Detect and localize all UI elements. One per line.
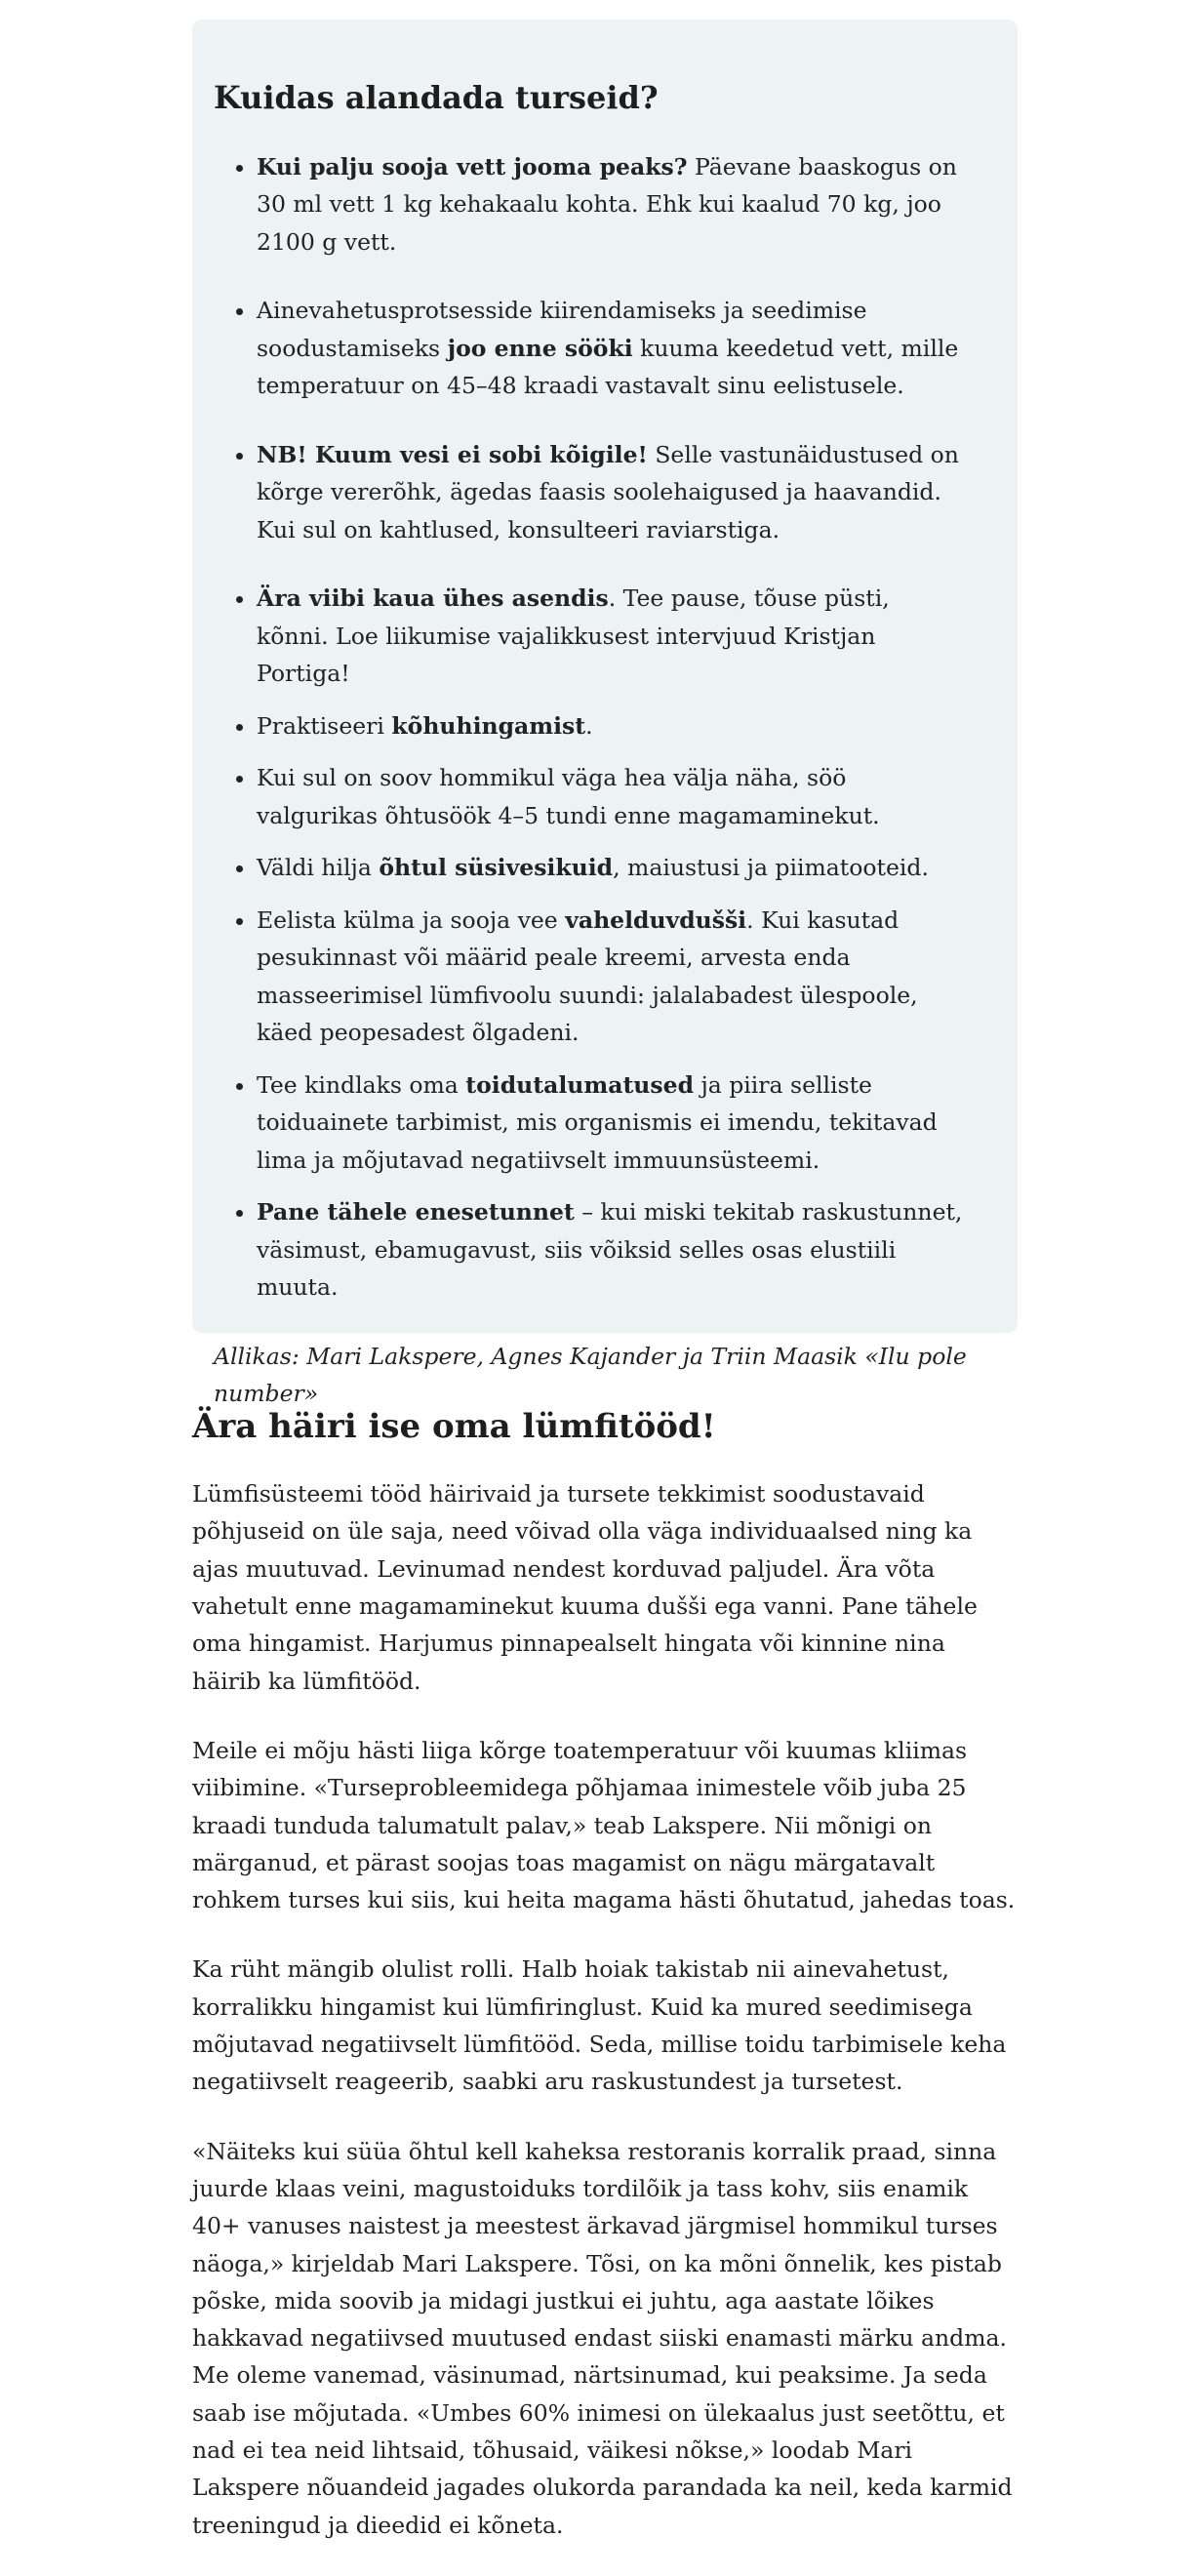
tip-item: • Tee kindlaks oma toidutalumatused ja piira selliste toiduainete tarbimist, mis organismis ei imendu, tekitavad lima ja mõjutavad negatiivselt immuunsüsteemi. bbox=[257, 1067, 967, 1180]
tip-item: • Praktiseeri kõhuhingamist. bbox=[257, 707, 967, 745]
tip-item: • NB! Kuum vesi ei sobi kõigile! Selle vastunäidustused on kõrge vererõhk, ägedas faasis soolehaigused ja haavandid. Kui sul on kahtlused, konsulteeri raviarstiga. bbox=[257, 436, 967, 549]
tips-list bbox=[214, 148, 967, 1307]
article-section bbox=[192, 1405, 1018, 2576]
paragraph: «Näiteks kui süüa õhtul kell kaheksa restoranis korralik praad, sinna juurde klaas veini, magustoiduks tordilõik ja tass kohv, siis enamik 40+ vanuses naistest ja meestest ärkavad järgmisel hommikul turses näoga,» kirjeldab Mari Lakspere. Tõsi, on ka mõni õnnelik, kes pistab põske, mida soovib ja midagi justkui ei juhtu, aga aastate lõikes hakkavad negatiivsed muutused endast siiski enamasti märku andma. Me oleme vanemad, väsinumad, närtsinumad, kui peaksime. Ja seda saab ise mõjutada. «Umbes 60% inimesi on ülekaalus just seetõttu, et nad ei tea neid lihtsaid, tõhusaid, väikesi nõkse,» loodab Mari Lakspere nõuandeid jagades olukorda parandada ka neil, keda karmid treeningud ja dieedid ei kõneta. bbox=[192, 2137, 1013, 2539]
paragraph: Ka rüht mängib olulist rolli. Halb hoiak takistab nii ainevahetust, korralikku hingamist kui lümfiringlust. Kuid ka mured seedimisega mõjutavad negatiivselt lümfitööd. Seda, millise toidu tarbimisele keha negatiivselt reageerib, saabki aru raskustundest ja tursetest. bbox=[192, 1955, 1007, 2096]
tip-item: • Pane tähele enesetunnet – kui miski tekitab raskustunnet, väsimust, ebamugavust, siis võiksid selles osas elustiili muuta. bbox=[257, 1193, 967, 1307]
tip-item: • Kui sul on soov hommikul väga hea välja näha, söö valgurikas õhtusöök 4–5 tundi enne magamaminekut. bbox=[257, 759, 967, 834]
tip-item: • Kui palju sooja vett jooma peaks? Päevane baaskogus on 30 ml vett 1 kg kehakaalu kohta. Ehk kui kaalud 70 kg, joo 2100 g vett. bbox=[257, 148, 967, 262]
paragraph: Lümfisüsteemi tööd häirivaid ja tursete tekkimist soodustavaid põhjuseid on üle saja, need võivad olla väga individuaalsed ning ka ajas muutuvad. Levinumad nendest korduvad paljudel. Ära võta vahetult enne magamaminekut kuuma dušši ega vanni. Pane tähele oma hingamist. Harjumus pinnapealselt hingata või kinnine nina häirib ka lümfitööd. bbox=[192, 1480, 978, 1695]
tip-item: • Väldi hilja õhtul süsivesikuid, maiustusi ja piimatooteid. bbox=[257, 849, 967, 887]
source-credit: Allikas: Mari Lakspere, Agnes Kajander ja Triin Maasik «Ilu pole number» bbox=[214, 1342, 967, 1407]
infobox-title: Kuidas alandada turseid? bbox=[214, 79, 659, 116]
paragraph: Meile ei mõju hästi liiga kõrge toatemperatuur või kuumas kliimas viibimine. «Turseprobleemidega põhjamaa inimestele võib juba 25 kraadi tunduda talumatult palav,» teab Lakspere. Nii mõnigi on märganud, et pärast soojas toas magamist on nägu märgatavalt rohkem turses kui siis, kui heita magama hästi õhutatud, jahedas toas. bbox=[192, 1736, 1016, 1914]
tips-infobox bbox=[192, 20, 1018, 1407]
tip-item: • Ainevahetusprotsesside kiirendamiseks ja seedimise soodustamiseks joo enne sööki kuuma keedetud vett, mille temperatuur on 45–48 kraadi vastavalt sinu eelistusele. bbox=[257, 292, 967, 405]
tip-item: • Eelista külma ja sooja vee vahelduvdušši. Kui kasutad pesukinnast või määrid peale kreemi, arvesta enda masseerimisel lümfivoolu suundi: jalalabadest ülespoole, käed peopesadest õlgadeni. bbox=[257, 902, 967, 1052]
section-heading: Ära häiri ise oma lümfitööd! bbox=[192, 1407, 716, 1446]
tip-item: • Ära viibi kaua ühes asendis. Tee pause, tõuse püsti, kõnni. Loe liikumise vajalikkusest intervjuud Kristjan Portiga! bbox=[257, 580, 967, 693]
